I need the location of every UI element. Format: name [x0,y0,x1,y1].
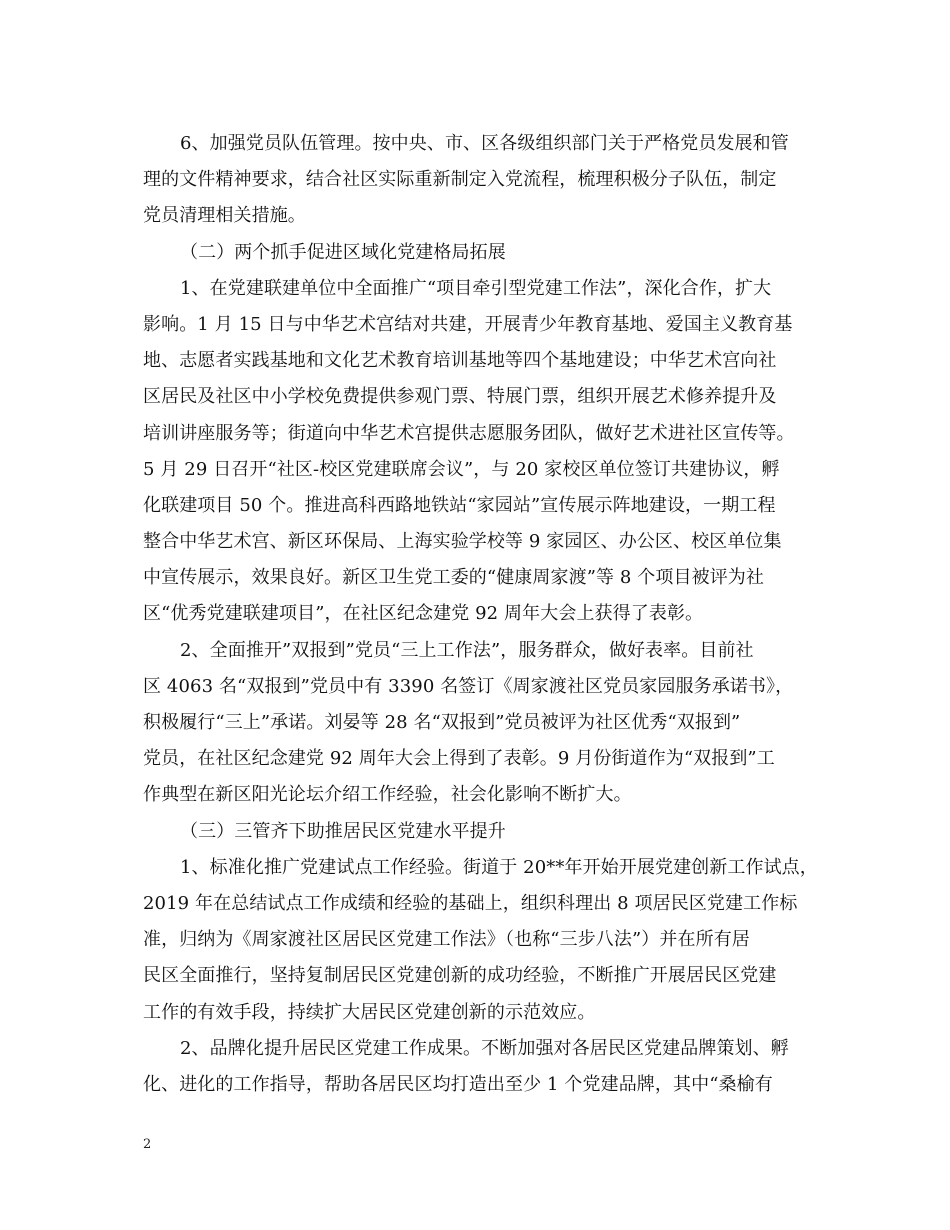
text-line: 6、加强党员队伍管理。按中央、市、区各级组织部门关于严格党员发展和管 [180,133,789,154]
text-line: 2、品牌化提升居民区党建工作成果。不断加强对各居民区党建品牌策划、孵 [180,1037,789,1059]
text-line: 整合中华艺术宫、新区环保局、上海实验学校等 9 家园区、办公区、校区单位集 [143,531,782,553]
text-line: 化联建项目 50 个。推进高科西路地铁站“家园站”宣传展示阵地建设，一期工程 [143,494,776,516]
text-line: 1、在党建联建单位中全面推广“项目牵引型党建工作法”，深化合作，扩大 [180,277,772,299]
text-line: 党员，在社区纪念建党 92 周年大会上得到了表彰。9 月份街道作为“双报到”工 [143,748,775,770]
document-body [143,126,818,1103]
text-line: 民区全面推行，坚持复制居民区党建创新的成功经验，不断推广开展居民区党建 [143,965,777,987]
text-line: 培训讲座服务等；街道向中华艺术宫提供志愿服务团队，做好艺术进社区宣传等。 [143,422,795,444]
text-line: 地、志愿者实践基地和文化艺术教育培训基地等四个基地建设；中华艺术宫向社 [143,350,777,372]
text-line: 2、全面推开”双报到”党员“三上工作法”，服务群众，做好表率。目前社 [180,639,754,661]
text-line: 影响。1 月 15 日与中华艺术宫结对共建，开展青少年教育基地、爱国主义教育基 [143,313,793,335]
text-line: 区 4063 名“双报到”党员中有 3390 名签订《周家渡社区党员家园服务承诺书》， [143,675,794,697]
section-heading: （二）两个抓手促进区域化党建格局拓展 [180,241,506,263]
text-line: 工作的有效手段，持续扩大居民区党建创新的示范效应。 [143,1001,596,1023]
text-line: 党员清理相关措施。 [143,205,306,227]
text-line: 积极履行“三上”承诺。刘晏等 28 名“双报到”党员被评为社区优秀“双报到” [143,712,741,733]
text-line: 2019 年在总结试点工作成绩和经验的基础上，组织科理出 8 项居民区党建工作标 [143,892,798,914]
text-line: 1、标准化推广党建试点工作经验。街道于 20**年开始开展党建创新工作试点， [180,856,818,878]
text-line: 作典型在新区阳光论坛介绍工作经验，社会化影响不断扩大。 [143,784,632,806]
section-heading: （三）三管齐下助推居民区党建水平提升 [180,820,506,842]
text-line: 区“优秀党建联建项目”，在社区纪念建党 92 周年大会上获得了表彰。 [143,603,704,625]
text-line: 区居民及社区中小学校免费提供参观门票、特展门票，组织开展艺术修养提升及 [143,386,777,408]
text-line: 理的文件精神要求，结合社区实际重新制定入党流程，梳理积极分子队伍，制定 [143,169,777,191]
text-line: 化、进化的工作指导，帮助各居民区均打造出至少 1 个党建品牌，其中“桑榆有 [143,1073,773,1095]
text-line: 5 月 29 日召开“社区-校区党建联席会议”，与 20 家校区单位签订共建协议，孵 [143,458,780,480]
page-number: 2 [143,1137,152,1152]
text-line: 准，归纳为《周家渡社区居民区党建工作法》（也称“三步八法”）并在所有居 [143,929,750,951]
text-line: 中宣传展示，效果良好。新区卫生党工委的“健康周家渡”等 8 个项目被评为社 [143,567,764,589]
